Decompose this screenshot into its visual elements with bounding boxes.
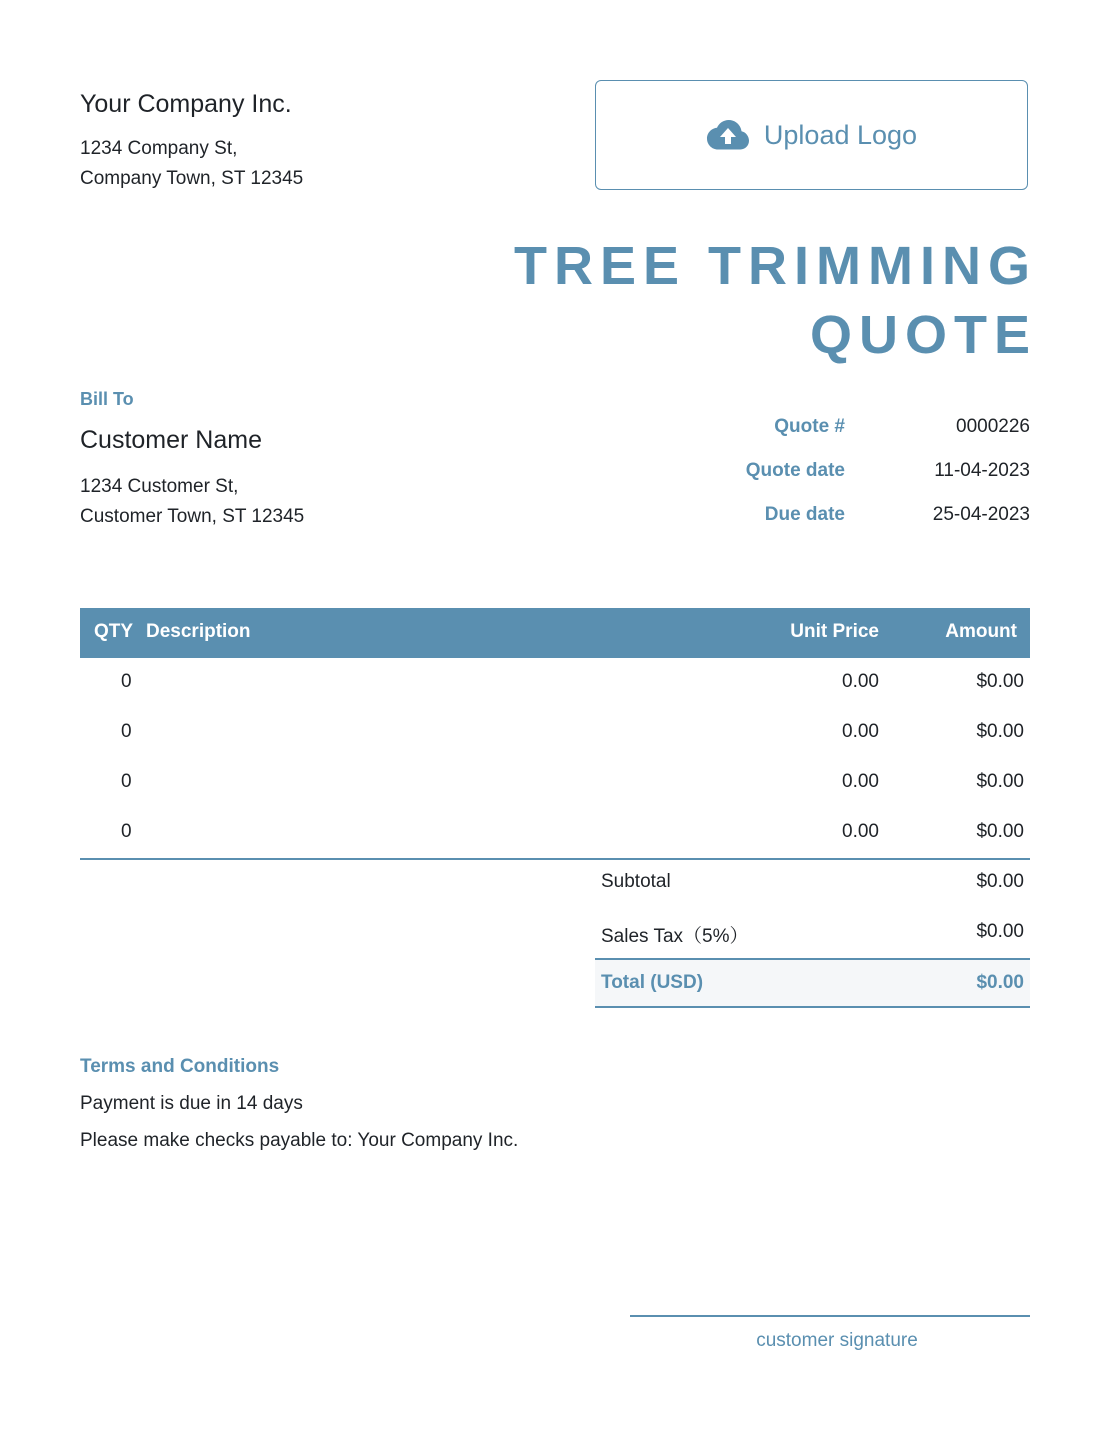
subtotal-value: $0.00	[976, 871, 1024, 892]
grand-total-row	[595, 958, 1030, 1008]
totals-block	[595, 858, 1030, 1008]
company-name[interactable]: Your Company Inc.	[80, 90, 292, 118]
row-amount: $0.00	[976, 721, 1024, 742]
company-address[interactable]	[80, 134, 303, 194]
quote-date-value[interactable]: 11-04-2023	[934, 460, 1030, 481]
row-unit-price[interactable]: 0.00	[842, 821, 879, 842]
sales-tax-value: $0.00	[976, 921, 1024, 942]
quote-number-label: Quote #	[774, 416, 845, 437]
quote-number-row	[600, 416, 1030, 446]
document-title-line1: TREE TRIMMING	[514, 236, 1037, 296]
grand-total-value: $0.00	[976, 972, 1024, 993]
cloud-upload-icon	[706, 119, 750, 151]
signature-line[interactable]	[630, 1315, 1030, 1317]
row-amount: $0.00	[976, 821, 1024, 842]
sales-tax-row	[595, 908, 1030, 958]
company-address-line1[interactable]: 1234 Company St,	[80, 138, 238, 159]
table-row[interactable]	[80, 658, 1030, 708]
subtotal-row	[595, 858, 1030, 908]
row-qty[interactable]: 0	[121, 671, 132, 692]
customer-address[interactable]	[80, 472, 304, 532]
quote-date-label: Quote date	[745, 460, 845, 481]
bill-to-heading: Bill To	[80, 389, 134, 409]
signature-label: customer signature	[756, 1330, 918, 1351]
header-description: Description	[146, 621, 251, 642]
due-date-value[interactable]: 25-04-2023	[932, 504, 1030, 525]
document-title	[437, 232, 1037, 370]
terms-line-1[interactable]: Payment is due in 14 days	[80, 1093, 303, 1114]
table-row[interactable]	[80, 758, 1030, 808]
quote-number-value[interactable]: 0000226	[956, 416, 1030, 437]
row-unit-price[interactable]: 0.00	[842, 721, 879, 742]
table-header	[80, 608, 1030, 658]
due-date-row	[600, 504, 1030, 534]
terms-heading: Terms and Conditions	[80, 1056, 280, 1077]
company-address-line2[interactable]: Company Town, ST 12345	[80, 168, 304, 189]
quote-date-row	[600, 460, 1030, 490]
header-amount: Amount	[945, 621, 1017, 642]
row-unit-price[interactable]: 0.00	[842, 771, 879, 792]
upload-logo-label: Upload Logo	[763, 119, 918, 150]
terms-line-2[interactable]: Please make checks payable to: Your Company Inc.	[80, 1130, 519, 1151]
row-amount: $0.00	[976, 771, 1024, 792]
header-qty: QTY	[94, 621, 134, 642]
row-amount: $0.00	[976, 671, 1024, 692]
table-row[interactable]	[80, 808, 1030, 858]
header-unit-price: Unit Price	[790, 621, 879, 642]
customer-address-line1[interactable]: 1234 Customer St,	[80, 476, 239, 497]
due-date-label: Due date	[764, 504, 845, 525]
grand-total-label: Total (USD)	[601, 972, 704, 993]
subtotal-label: Subtotal	[601, 871, 671, 892]
row-unit-price[interactable]: 0.00	[842, 671, 879, 692]
row-qty[interactable]: 0	[121, 721, 132, 742]
table-row[interactable]	[80, 708, 1030, 758]
document-title-line2: QUOTE	[809, 305, 1037, 365]
customer-address-line2[interactable]: Customer Town, ST 12345	[80, 506, 305, 527]
row-qty[interactable]: 0	[121, 821, 132, 842]
sales-tax-label[interactable]: Sales Tax（5%）	[601, 926, 749, 947]
row-qty[interactable]: 0	[121, 771, 132, 792]
upload-logo-button[interactable]	[595, 80, 1028, 190]
customer-name[interactable]: Customer Name	[80, 426, 262, 454]
line-items-table	[80, 608, 1030, 860]
